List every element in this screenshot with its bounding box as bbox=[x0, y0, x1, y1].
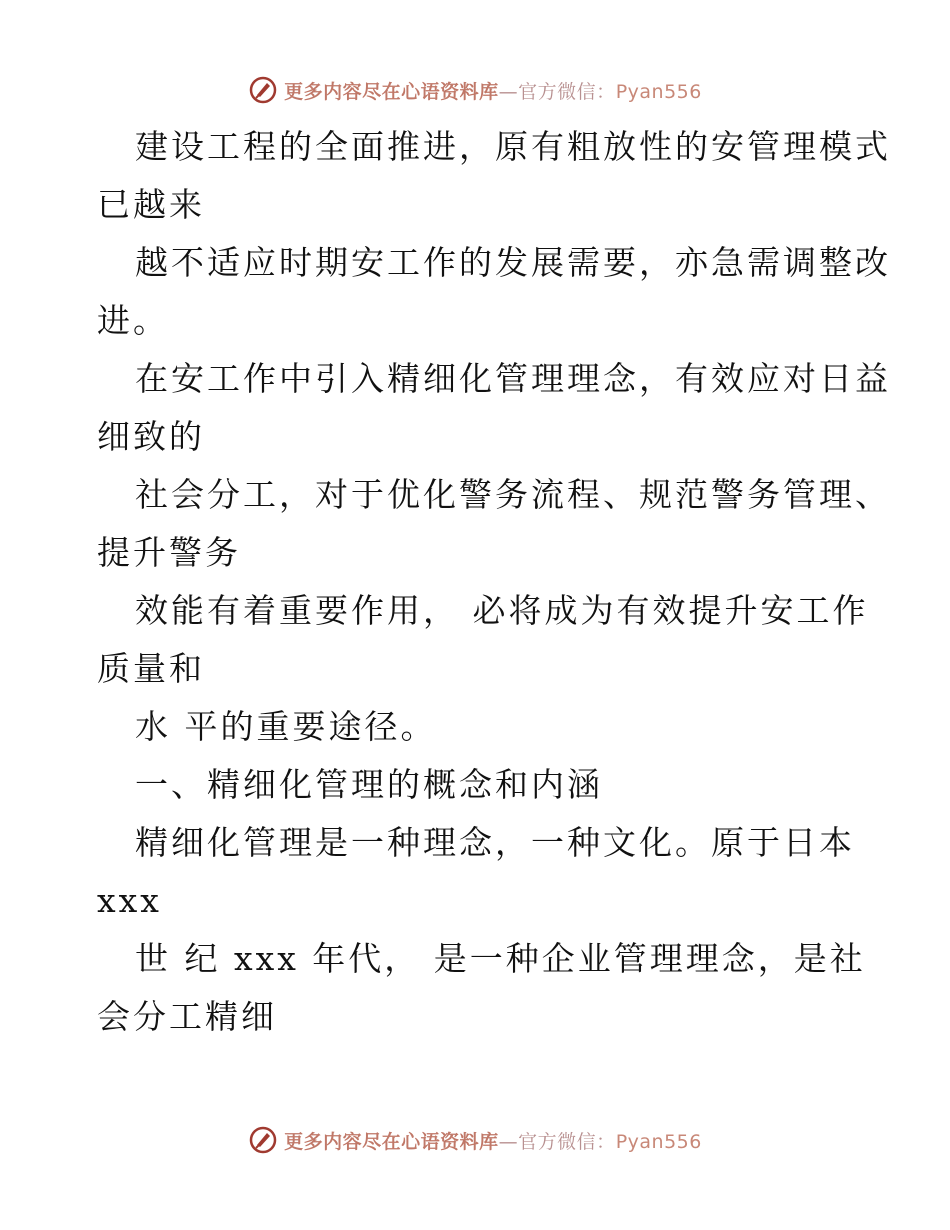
text-line: 建设工程的全面推进，原有粗放性的安管理模式 bbox=[135, 127, 891, 166]
watermark-text bbox=[284, 77, 702, 104]
footer-watermark bbox=[0, 1120, 950, 1160]
text-line: 会分工精细 bbox=[97, 997, 277, 1036]
text-line: 一、精细化管理的概念和内涵 bbox=[135, 765, 603, 804]
text-line: 精细化管理是一种理念，一种文化。原于日本 bbox=[135, 823, 855, 862]
document-body bbox=[97, 118, 891, 1046]
text-line: xxx bbox=[97, 881, 162, 920]
text-line: 世 纪 xxx 年代， 是一种企业管理理念，是社 bbox=[135, 939, 866, 978]
watermark-text bbox=[284, 1127, 702, 1154]
watermark-suffix: 官方微信： bbox=[518, 80, 616, 103]
text-line: 细致的 bbox=[97, 417, 205, 456]
text-line: 质量和 bbox=[97, 649, 205, 688]
text-line: 已越来 bbox=[97, 185, 205, 224]
header-watermark bbox=[0, 70, 950, 110]
watermark-wechat-id: Pyan556 bbox=[615, 1130, 702, 1153]
text-line: 越不适应时期安工作的发展需要，亦急需调整改 bbox=[135, 243, 891, 282]
quill-seal-icon bbox=[248, 75, 278, 105]
text-line: 效能有着重要作用， 必将成为有效提升安工作 bbox=[135, 591, 869, 630]
watermark-separator: — bbox=[498, 80, 519, 103]
watermark-suffix: 官方微信： bbox=[518, 1130, 616, 1153]
watermark-separator: — bbox=[498, 1130, 519, 1153]
text-line: 社会分工，对于优化警务流程、规范警务管理、 bbox=[135, 475, 891, 514]
watermark-wechat-id: Pyan556 bbox=[615, 80, 702, 103]
watermark-main: 更多内容尽在心语资料库 bbox=[284, 1130, 499, 1153]
watermark-main: 更多内容尽在心语资料库 bbox=[284, 80, 499, 103]
quill-seal-icon bbox=[248, 1125, 278, 1155]
text-line: 在安工作中引入精细化管理理念，有效应对日益 bbox=[135, 359, 891, 398]
text-line: 进。 bbox=[97, 301, 169, 340]
text-line: 提升警务 bbox=[97, 533, 241, 572]
text-line: 水 平的重要途径。 bbox=[135, 707, 437, 746]
